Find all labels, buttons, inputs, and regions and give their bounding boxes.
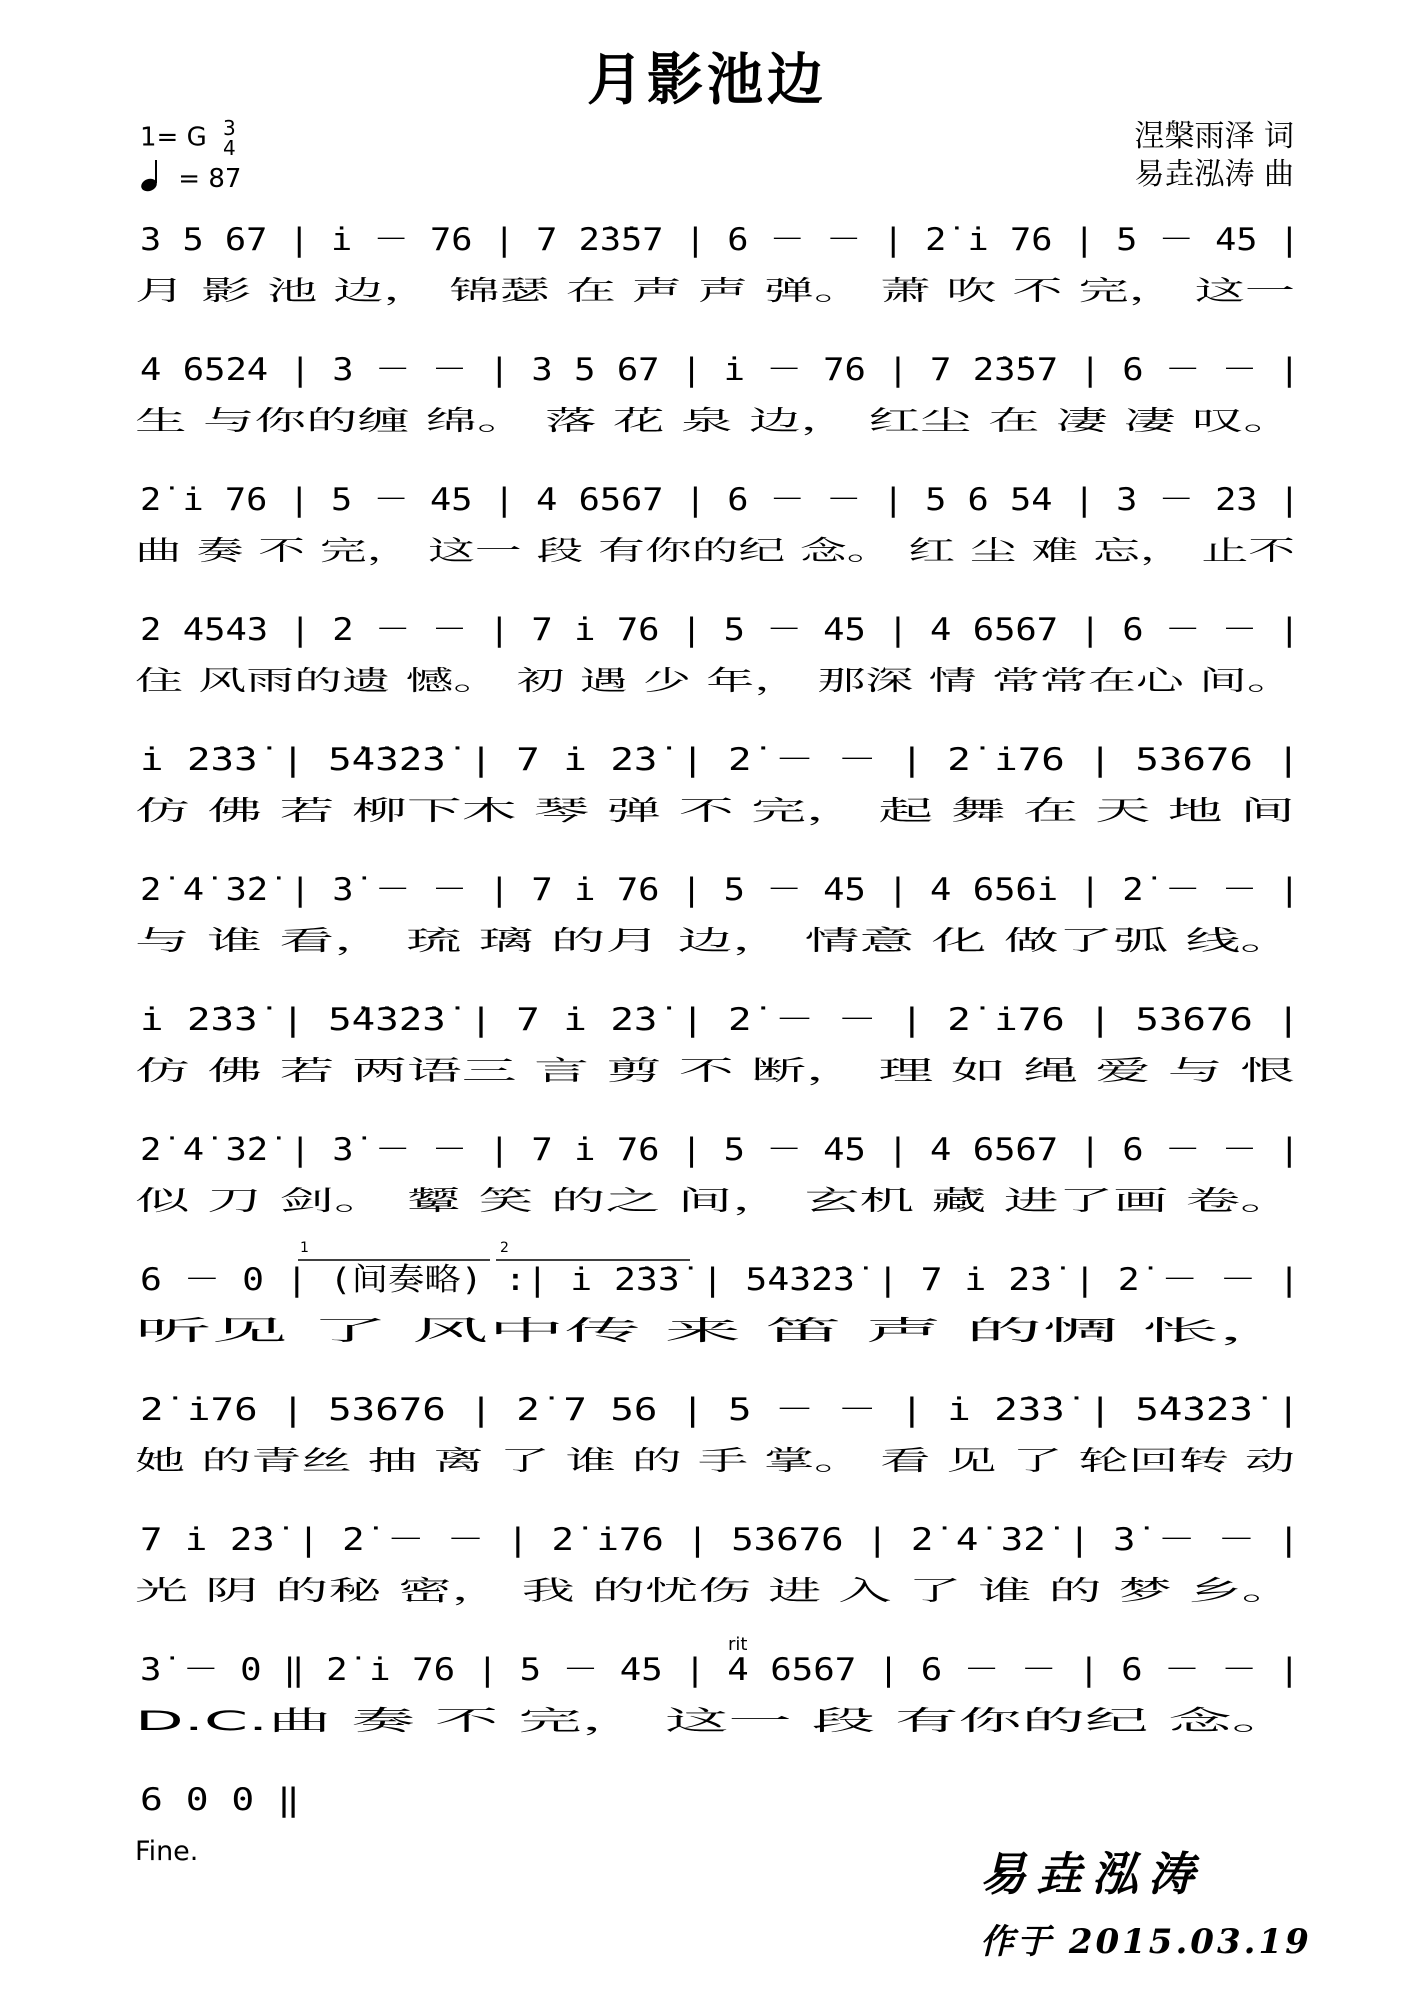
notation-line: 2̇ 4̇ 3̇2̇ | 3̇ － － | 7 i̇ 76 | 5 － 45 | 4 6567 | 6 － － | bbox=[140, 1132, 1300, 1168]
lyrics-line: D.C.曲 奏 不 完， 这一 段 有你的纪 念。 bbox=[135, 1706, 1295, 1737]
lyrics-line: 生 与你的缠 绵。 落 花 泉 边， 红尘 在 凄 凄 叹。 bbox=[135, 406, 1295, 437]
notation-line: 6 0 0 ‖ bbox=[140, 1782, 300, 1818]
notation-line: 4 6524 | 3 － － | 3 5 67 | i̇ － 76 | 7 2̇3̇57 | 6 － － | bbox=[140, 352, 1300, 388]
notation-line: 3 5 67 | i̇ － 76 | 7 2̇3̇57 | 6 － － | 2̇ i̇ 76 | 5 － 45 | bbox=[140, 222, 1300, 258]
lyrics-line: 与 谁 看， 琉 璃 的月 边， 情意 化 做了弧 线。 bbox=[135, 926, 1295, 957]
song-title: 月影池边 bbox=[587, 48, 827, 113]
lyrics-line: 月 影 池 边， 锦瑟 在 声 声 弹。 萧 吹 不 完， 这一 bbox=[135, 276, 1295, 307]
lyrics-line: 仿 佛 若 柳下木 琴 弹 不 完， 起 舞 在 天 地 间 bbox=[135, 796, 1295, 827]
lyricist-credit: 涅槃雨泽 词 bbox=[1134, 119, 1294, 154]
signature-name: 易垚泓涛 bbox=[980, 1847, 1204, 1901]
lyrics-line: 仿 佛 若 两语三 言 剪 不 断， 理 如 绳 爱 与 恨 bbox=[135, 1056, 1295, 1087]
score-system bbox=[135, 222, 1300, 307]
score-system bbox=[135, 1392, 1300, 1477]
notation-line: 2̇ i̇ 76 | 5 － 45 | 4 6567 | 6 － － | 5 6 54 | 3 － 23 | bbox=[140, 482, 1300, 518]
notation-line: 2 4543 | 2 － － | 7 i̇ 76 | 5 － 45 | 4 6567 | 6 － － | bbox=[140, 612, 1300, 648]
notation-line: 7 i̇ 2̇3̇ | 2̇ － － | 2̇ i̇76 | 53676 | 2̇ 4̇ 3̇2̇ | 3̇ － － | bbox=[140, 1522, 1300, 1558]
score-system bbox=[135, 742, 1300, 827]
lyrics-line: Fine. bbox=[135, 1836, 199, 1867]
rit-marking: rit bbox=[728, 1634, 748, 1655]
score-system bbox=[135, 1782, 300, 1867]
volta-1-label: 1 bbox=[300, 1240, 309, 1256]
tempo-value: = 87 bbox=[178, 164, 242, 194]
time-signature-top: 3 bbox=[223, 116, 236, 140]
score-system bbox=[135, 1132, 1300, 1217]
notation-line: i̇ 2̇3̇3̇ | 5̇4̇3̇2̇3̇ | 7 i̇ 2̇3̇ | 2̇ － － | 2̇ i̇76 | 53676 | bbox=[140, 742, 1300, 778]
notation-line: i̇ 2̇3̇3̇ | 5̇4̇3̇2̇3̇ | 7 i̇ 2̇3̇ | 2̇ － － | 2̇ i̇76 | 53676 | bbox=[140, 1002, 1300, 1038]
score-system bbox=[135, 1652, 1300, 1737]
notation-line: 6 － 0 | (间奏略) :| i̇ 2̇3̇3̇ | 5̇4̇3̇2̇3̇ | 7 i̇ 2̇3̇ | 2̇ － － | bbox=[140, 1262, 1300, 1298]
key-label: 1= G bbox=[140, 122, 207, 153]
score-system bbox=[135, 612, 1300, 697]
signature-date: 作于 2015.03.19 bbox=[980, 1922, 1312, 1962]
lyrics-line: 听见 了 风中传 来 笛 声 的惆 怅， bbox=[135, 1316, 1295, 1347]
score-system bbox=[135, 1262, 1300, 1347]
score-system bbox=[135, 1002, 1300, 1087]
score-system bbox=[135, 1522, 1300, 1607]
lyrics-line: 似 刀 剑。 颦 笑 的之 间， 玄机 藏 进了画 卷。 bbox=[135, 1186, 1295, 1217]
score-system bbox=[135, 872, 1300, 957]
lyrics-line: 她 的青丝 抽 离 了 谁 的 手 掌。 看 见 了 轮回转 动 bbox=[135, 1446, 1295, 1477]
notation-line: 3̇ － 0 ‖ 2̇ i̇ 76 | 5 － 45 | 4 6567 | 6 － － | 6 － － | bbox=[140, 1652, 1300, 1688]
composer-credit: 易垚泓涛 曲 bbox=[1134, 157, 1294, 192]
lyrics-line: 住 风雨的遗 憾。 初 遇 少 年， 那深 情 常常在心 间。 bbox=[135, 666, 1295, 697]
volta-2-label: 2 bbox=[500, 1240, 509, 1256]
score-system bbox=[135, 482, 1300, 567]
score-system bbox=[135, 352, 1300, 437]
notation-line: 2̇ i̇76 | 53676 | 2̇ 7 56 | 5 － － | i̇ 2̇3̇3̇ | 5̇4̇3̇2̇3̇ | bbox=[140, 1392, 1300, 1428]
time-signature-bottom: 4 bbox=[223, 136, 236, 160]
lyrics-line: 曲 奏 不 完， 这一 段 有你的纪 念。 红 尘 难 忘， 止不 bbox=[135, 536, 1295, 567]
lyrics-line: 光 阴 的秘 密， 我 的忧伤 进 入 了 谁 的 梦 乡。 bbox=[135, 1576, 1295, 1607]
notation-line: 2̇ 4̇ 3̇2̇ | 3̇ － － | 7 i̇ 76 | 5 － 45 | 4 656i̇ | 2̇ － － | bbox=[140, 872, 1300, 908]
